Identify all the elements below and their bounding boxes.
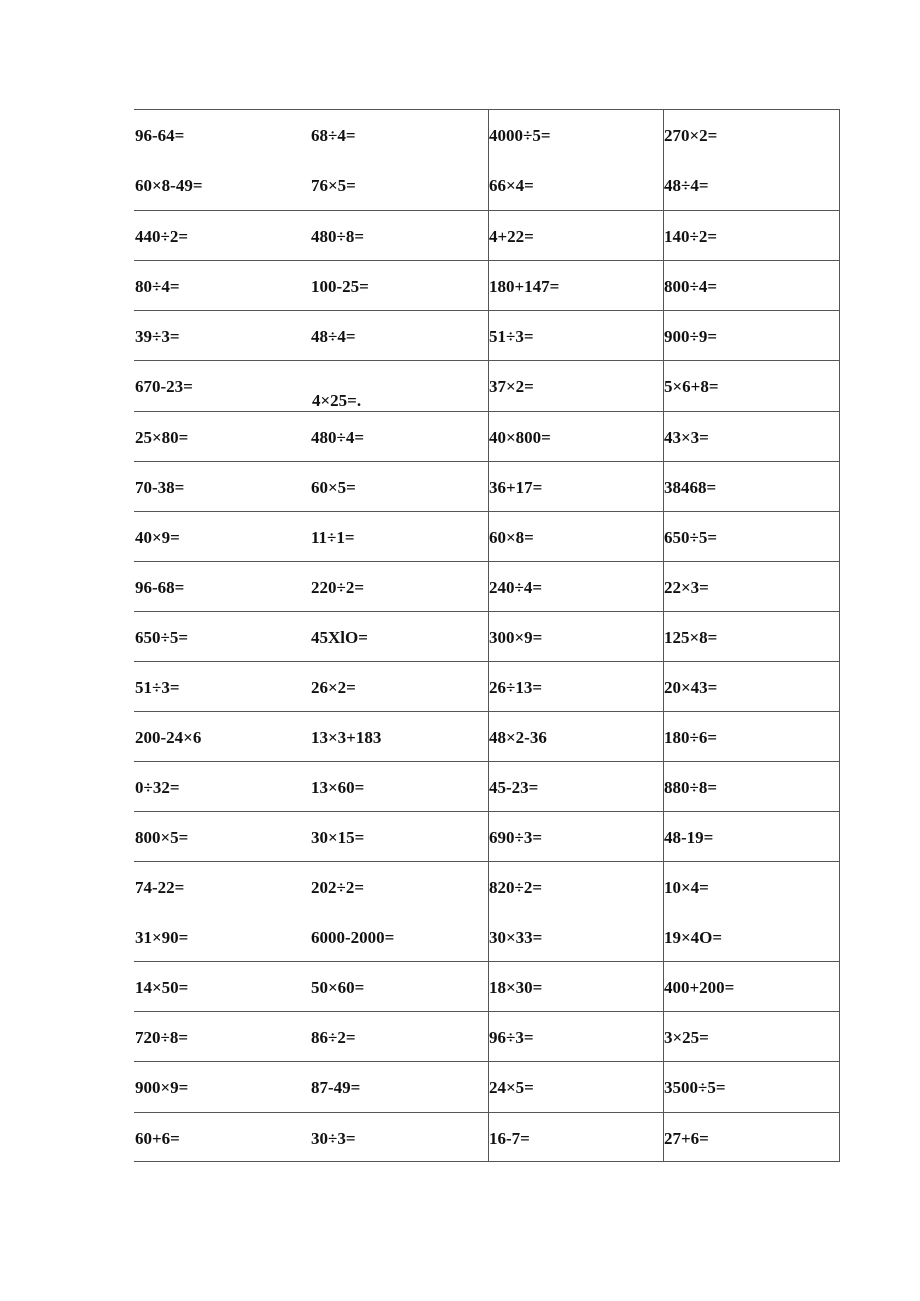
problem-text: 45XlO=	[311, 628, 368, 647]
problem-text: 38468=	[664, 478, 717, 497]
problem-cell	[663, 712, 840, 761]
problem-cell	[488, 712, 663, 761]
problem-text: 220÷2=	[311, 578, 365, 597]
problem-cell	[488, 211, 663, 260]
problem-text: 20×43=	[664, 678, 718, 697]
problem-text: 200-24×6	[135, 728, 202, 747]
problem-cell	[488, 261, 663, 310]
problem-text: 70-38=	[135, 478, 185, 497]
problem-cell	[310, 562, 488, 611]
problem-text: 0÷32=	[135, 778, 180, 797]
problem-cell	[488, 412, 663, 461]
problem-text: 11÷1=	[311, 528, 355, 547]
problem-cell	[134, 962, 310, 1011]
problem-cell	[488, 962, 663, 1011]
problem-cell	[663, 562, 840, 611]
problem-cell	[310, 962, 488, 1011]
problem-cell	[663, 211, 840, 260]
problem-text: 51÷3=	[489, 327, 534, 346]
problem-cell	[488, 1062, 663, 1112]
problem-cell	[488, 762, 663, 811]
problem-text: 4000÷5=	[489, 126, 551, 145]
worksheet-row	[134, 411, 840, 461]
worksheet-row	[134, 811, 840, 861]
problem-text: 80÷4=	[135, 277, 180, 296]
problem-text: 125×8=	[664, 628, 718, 647]
problem-cell	[134, 612, 310, 661]
problem-cell	[310, 1012, 488, 1061]
problem-cell	[488, 662, 663, 711]
problem-text: 43×3=	[664, 428, 709, 447]
problem-text: 202÷2=	[311, 878, 365, 897]
problem-cell	[663, 512, 840, 561]
worksheet-row	[134, 1112, 840, 1162]
worksheet-row	[134, 1061, 840, 1112]
problem-text: 22×3=	[664, 578, 709, 597]
problem-text: 14×50=	[135, 978, 189, 997]
problem-text: 30×33=	[489, 928, 543, 947]
worksheet-row	[134, 511, 840, 561]
problem-cell	[134, 462, 310, 511]
worksheet-row	[134, 1011, 840, 1061]
problem-text: 48×2-36	[489, 728, 547, 747]
problem-cell	[488, 361, 663, 411]
problem-text: 270×2=	[664, 126, 718, 145]
problem-cell	[310, 311, 488, 360]
problem-text: 3×25=	[664, 1028, 709, 1047]
problem-cell	[310, 462, 488, 511]
problem-cell	[663, 110, 840, 210]
problem-cell	[310, 412, 488, 461]
problem-text: 96÷3=	[489, 1028, 534, 1047]
problem-text: 4+22=	[489, 227, 534, 246]
worksheet-row	[134, 611, 840, 661]
problem-cell	[663, 261, 840, 310]
problem-cell	[488, 1113, 663, 1161]
problem-cell	[310, 1062, 488, 1112]
problem-cell	[663, 962, 840, 1011]
problem-text: 3500÷5=	[664, 1078, 726, 1097]
problem-cell	[663, 762, 840, 811]
worksheet-row	[134, 861, 840, 961]
problem-cell	[663, 1012, 840, 1061]
problem-text: 48÷4=	[664, 176, 709, 195]
problem-cell	[488, 562, 663, 611]
problem-text: 24×5=	[489, 1078, 534, 1097]
problem-text: 40×9=	[135, 528, 180, 547]
problem-text: 66×4=	[489, 176, 534, 195]
worksheet-row	[134, 761, 840, 811]
problem-cell	[310, 662, 488, 711]
problem-cell	[134, 862, 310, 961]
problem-text: 240÷4=	[489, 578, 543, 597]
problem-cell	[134, 1012, 310, 1061]
problem-text: 60×8-49=	[135, 176, 203, 195]
problem-cell	[488, 110, 663, 210]
problem-text: 31×90=	[135, 928, 189, 947]
problem-text: 26×2=	[311, 678, 356, 697]
problem-cell	[663, 1062, 840, 1112]
problem-cell	[310, 712, 488, 761]
problem-text: 480÷8=	[311, 227, 365, 246]
problem-cell	[310, 361, 488, 411]
problem-cell	[663, 612, 840, 661]
problem-text: 74-22=	[135, 878, 185, 897]
problem-cell	[663, 462, 840, 511]
problem-cell	[134, 261, 310, 310]
problem-cell	[134, 712, 310, 761]
problem-cell	[663, 862, 840, 961]
problem-cell	[488, 1012, 663, 1061]
problem-cell	[488, 512, 663, 561]
problem-text: 180+147=	[489, 277, 560, 296]
problem-text: 60×8=	[489, 528, 534, 547]
problem-cell	[134, 562, 310, 611]
problem-text: 39÷3=	[135, 327, 180, 346]
problem-cell	[663, 361, 840, 411]
problem-text: 100-25=	[311, 277, 369, 296]
problem-text: 400+200=	[664, 978, 735, 997]
problem-cell	[134, 512, 310, 561]
problem-cell	[134, 361, 310, 411]
problem-text: 820÷2=	[489, 878, 543, 897]
problem-cell	[134, 662, 310, 711]
worksheet-row	[134, 711, 840, 761]
problem-cell	[134, 762, 310, 811]
problem-text: 880÷8=	[664, 778, 718, 797]
problem-text: 60×5=	[311, 478, 356, 497]
problem-cell	[488, 612, 663, 661]
problem-text: 40×800=	[489, 428, 551, 447]
problem-cell	[663, 412, 840, 461]
problem-text: 6000-2000=	[311, 928, 395, 947]
worksheet-row	[134, 661, 840, 711]
problem-cell	[488, 862, 663, 961]
problem-text: 18×30=	[489, 978, 543, 997]
problem-text: 96-64=	[135, 126, 185, 145]
problem-text: 10×4=	[664, 878, 709, 897]
problem-text: 900×9=	[135, 1078, 189, 1097]
problem-cell	[134, 412, 310, 461]
problem-cell	[663, 812, 840, 861]
problem-text: 48-19=	[664, 828, 714, 847]
problem-cell	[134, 1113, 310, 1161]
problem-text: 800×5=	[135, 828, 189, 847]
problem-cell	[134, 110, 310, 210]
problem-text: 900÷9=	[664, 327, 718, 346]
problem-cell	[310, 1113, 488, 1161]
problem-text: 19×4O=	[664, 928, 723, 947]
problem-text: 27+6=	[664, 1129, 709, 1148]
problem-cell	[488, 812, 663, 861]
problem-text: 30×15=	[311, 828, 365, 847]
problem-text: 76×5=	[311, 176, 356, 195]
problem-cell	[663, 311, 840, 360]
worksheet-row	[134, 360, 840, 411]
problem-text: 480÷4=	[311, 428, 365, 447]
arithmetic-worksheet	[134, 109, 840, 1162]
problem-cell	[488, 311, 663, 360]
problem-text: 300×9=	[489, 628, 543, 647]
problem-cell	[310, 812, 488, 861]
problem-text: 4×25=.	[312, 391, 362, 410]
problem-text: 68÷4=	[311, 126, 356, 145]
problem-text: 140÷2=	[664, 227, 718, 246]
worksheet-row	[134, 310, 840, 360]
problem-text: 440÷2=	[135, 227, 189, 246]
problem-text: 60+6=	[135, 1129, 180, 1148]
problem-text: 690÷3=	[489, 828, 543, 847]
problem-text: 800÷4=	[664, 277, 718, 296]
worksheet-row	[134, 210, 840, 260]
problem-text: 13×3+183	[311, 728, 382, 747]
worksheet-row	[134, 260, 840, 310]
problem-text: 36+17=	[489, 478, 543, 497]
problem-text: 50×60=	[311, 978, 365, 997]
problem-cell	[134, 211, 310, 260]
problem-text: 37×2=	[489, 377, 534, 396]
problem-text: 16-7=	[489, 1129, 530, 1148]
problem-cell	[310, 261, 488, 310]
problem-text: 48÷4=	[311, 327, 356, 346]
problem-cell	[663, 662, 840, 711]
problem-text: 13×60=	[311, 778, 365, 797]
problem-text: 30÷3=	[311, 1129, 356, 1148]
problem-cell	[310, 862, 488, 961]
problem-text: 5×6+8=	[664, 377, 719, 396]
problem-text: 180÷6=	[664, 728, 718, 747]
problem-cell	[134, 1062, 310, 1112]
problem-cell	[134, 812, 310, 861]
worksheet-row	[134, 561, 840, 611]
problem-cell	[134, 311, 310, 360]
problem-text: 650÷5=	[664, 528, 718, 547]
problem-text: 670-23=	[135, 377, 193, 396]
problem-text: 650÷5=	[135, 628, 189, 647]
problem-text: 25×80=	[135, 428, 189, 447]
problem-cell	[663, 1113, 840, 1161]
problem-text: 45-23=	[489, 778, 539, 797]
problem-cell	[310, 211, 488, 260]
problem-cell	[310, 762, 488, 811]
problem-text: 720÷8=	[135, 1028, 189, 1047]
worksheet-row	[134, 461, 840, 511]
problem-text: 86÷2=	[311, 1028, 356, 1047]
problem-text: 26÷13=	[489, 678, 543, 697]
worksheet-row	[134, 109, 840, 210]
worksheet-row	[134, 961, 840, 1011]
problem-cell	[488, 462, 663, 511]
problem-text: 51÷3=	[135, 678, 180, 697]
problem-text: 87-49=	[311, 1078, 361, 1097]
problem-cell	[310, 512, 488, 561]
problem-cell	[310, 612, 488, 661]
problem-text: 96-68=	[135, 578, 185, 597]
problem-cell	[310, 110, 488, 210]
